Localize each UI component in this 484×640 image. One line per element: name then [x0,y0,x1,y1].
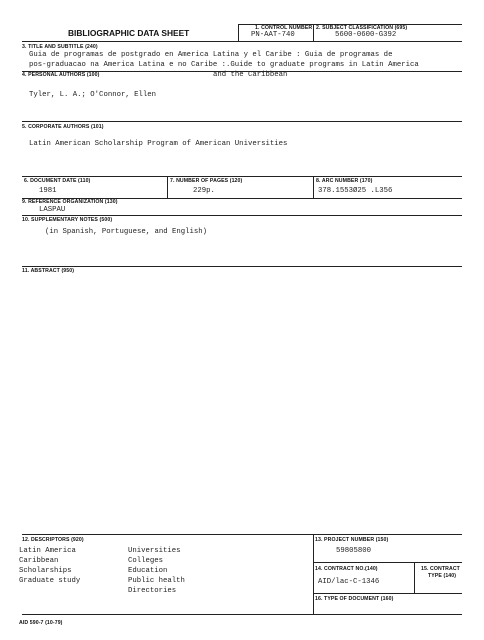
subject-classification-label: 2. SUBJECT CLASSIFICATION (695) [316,25,408,31]
descriptor-col2-item: Public health [128,577,185,585]
personal-authors-label: 4. PERSONAL AUTHORS (100) [22,72,100,78]
corporate-bottom-rule [22,176,462,177]
supplementary-notes-label: 10. SUPPLEMENTARY NOTES (500) [22,217,113,223]
project-number-label: 13. PROJECT NUMBER (150) [315,537,389,543]
contract-type-label-line1: 15. CONTRACT [421,566,460,572]
abstract-label: 11. ABSTRACT (950) [22,268,75,274]
reference-org-label: 9. REFERENCE ORGANIZATION (130) [22,199,118,205]
project-number-value: 59805800 [336,547,372,555]
contract-number-label: 14. CONTRACT NO.(140) [315,566,378,572]
descriptor-col2-item: Universities [128,547,181,555]
project-bottom-rule [313,562,462,563]
doc-row-divider-1 [167,176,168,198]
document-type-label: 16. TYPE OF DOCUMENT (160) [315,596,394,602]
personal-authors-value: Tyler, L. A.; O'Connor, Ellen [29,91,156,99]
abstract-bottom-rule [22,534,462,535]
contract-bottom-rule [313,593,462,594]
control-number-label: 1. CONTROL NUMBER [255,25,313,31]
right-boxes-divider [313,534,314,614]
form-id: AID 590-7 (10-79) [19,620,63,626]
arc-number-label: 8. ARC NUMBER (170) [316,178,373,184]
reference-org-value: LASPAU [39,206,66,214]
descriptor-col2-item: Colleges [128,557,164,565]
header-bottom-rule [22,41,462,42]
descriptor-col1-item: Scholarships [19,567,72,575]
doc-row-divider-2 [313,176,314,198]
descriptor-col2-item: Education [128,567,168,575]
form-bottom-rule [22,614,462,615]
corporate-authors-value: Latin American Scholarship Program of American Universities [29,140,288,148]
number-of-pages-label: 7. NUMBER OF PAGES (120) [170,178,243,184]
header-divider-2 [313,24,314,41]
contract-number-value: AID/lac-C-1346 [318,578,380,586]
title-section-label: 3. TITLE AND SUBTITLE (240) [22,44,98,50]
descriptor-col1-item: Caribbean [19,557,59,565]
descriptor-col2-item: Directories [128,587,177,595]
document-date-label: 6. DOCUMENT DATE (110) [24,178,91,184]
title-line-3: and the Caribbean [213,71,288,79]
subject-classification-value: 5600-0600-G392 [335,31,397,39]
reference-bottom-rule [22,215,462,216]
document-date-value: 1981 [39,187,57,195]
descriptor-col1-item: Graduate study [19,577,81,585]
sheet-title: BIBLIOGRAPHIC DATA SHEET [68,28,190,38]
descriptors-label: 12. DESCRIPTORS (920) [22,537,84,543]
arc-number-value: 378.1553Ø25 .L356 [318,187,393,195]
title-line-1: Guia de programas de postgrado en America Latina y el Caribe : Guia de programas de [29,51,393,59]
supplementary-notes-value: (in Spanish, Portuguese, and English) [45,228,208,236]
supplementary-bottom-rule [22,266,462,267]
number-of-pages-value: 229p. [193,187,215,195]
contract-type-label-line2: TYPE (140) [428,573,457,579]
descriptor-col1-item: Latin America [19,547,76,555]
contract-type-divider [414,562,415,593]
control-number-value: PN-AAT-740 [251,31,295,39]
corporate-authors-label: 5. CORPORATE AUTHORS (101) [22,124,104,130]
authors-bottom-rule [22,121,462,122]
header-divider-1 [238,24,239,41]
title-line-2: pos-graduacao na America Latina e no Caribe :.Guide to graduate programs in Latin America [29,61,419,69]
